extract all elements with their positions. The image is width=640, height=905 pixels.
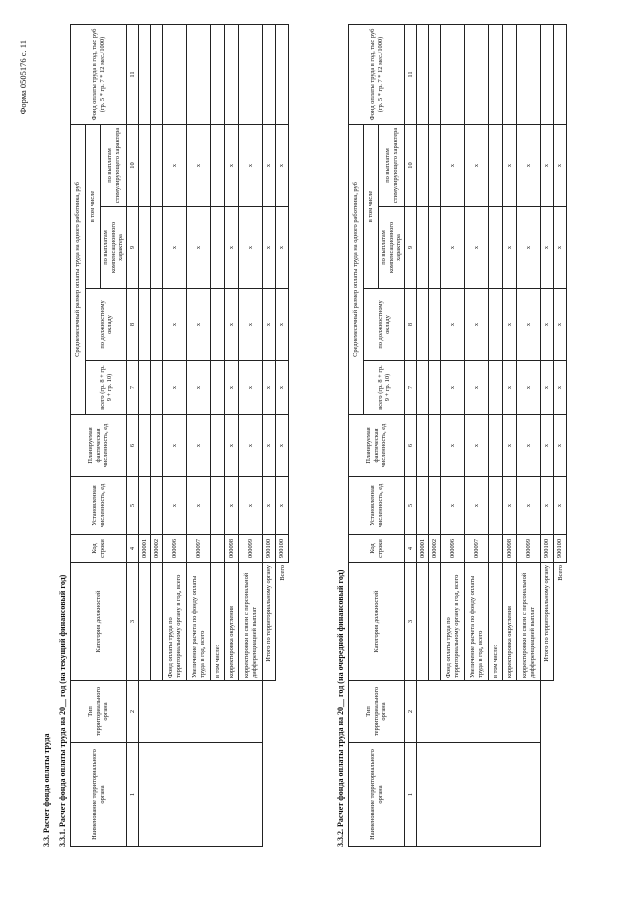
cell-mark: x (225, 477, 239, 535)
column-numbers-row (127, 24, 139, 846)
header-including: в том числе (86, 124, 101, 288)
column-number: 9 (405, 207, 417, 289)
cell-mark: x (554, 124, 567, 206)
header-territorial-body-type: Тип территориального органа (71, 681, 127, 743)
cell-mark: x (441, 415, 465, 477)
cell-mark: x (187, 289, 211, 361)
cell-mark: x (441, 361, 465, 415)
header-including: в том числе (364, 124, 379, 288)
category-cell (429, 563, 441, 681)
fund-table-next-year (348, 24, 567, 847)
row-code (211, 535, 225, 563)
row-code: 000099 (517, 535, 541, 563)
table-row (417, 24, 429, 846)
category-label: в том числе: (211, 563, 225, 681)
form-code: Форма 0505176 с. 11 (18, 40, 28, 115)
cell-mark: x (239, 415, 263, 477)
annual-fund-cell (163, 24, 187, 124)
header-incentive-payments: по выплатам стимулирующего характера (379, 124, 405, 206)
cell-mark: x (225, 361, 239, 415)
column-number: 1 (127, 743, 139, 847)
cell-mark: x (263, 477, 276, 535)
cell-mark: x (465, 124, 489, 206)
table1-title: 3.3.1. Расчет фонда оплаты труда на 20__ год (на текущий финансовый год) (58, 574, 67, 847)
column-number: 4 (127, 535, 139, 563)
category-label: Фонд оплаты труда по территориальному органу в год, всего (441, 563, 465, 681)
column-number: 2 (405, 681, 417, 743)
category-label: в том числе: (489, 563, 503, 681)
cell-mark: x (276, 361, 289, 415)
cell-mark: x (239, 361, 263, 415)
territorial-body-type-cell (417, 681, 541, 743)
header-territorial-body-name: Наименование территориального органа (349, 743, 405, 847)
cell-mark: x (517, 289, 541, 361)
header-incentive-payments: по выплатам стимулирующего характера (101, 124, 127, 206)
row-code: 000099 (239, 535, 263, 563)
row-code: 900100 (554, 535, 567, 563)
category-cell (417, 563, 429, 681)
cell-mark: x (187, 124, 211, 206)
header-avg-salary-group: Среднемесячный размер оплаты труда на одного работника, руб (71, 124, 86, 414)
header-territorial-body-type: Тип территориального органа (349, 681, 405, 743)
cell-mark: x (225, 207, 239, 289)
row-code: 000097 (465, 535, 489, 563)
column-number: 4 (405, 535, 417, 563)
table2-title: 3.3.2. Расчет фонда оплаты труда на 20__ год (на очередной финансовый год) (336, 569, 345, 847)
section-title: 3.3. Расчет фонда оплаты труда (42, 733, 51, 847)
category-label: корректировки в связи с персональной дифференциацией выплат (517, 563, 541, 681)
cell-mark: x (163, 477, 187, 535)
cell-mark: x (465, 415, 489, 477)
cell-mark: x (263, 361, 276, 415)
row-code: 000096 (163, 535, 187, 563)
column-number: 7 (127, 361, 139, 415)
column-number: 3 (127, 563, 139, 681)
cell-mark: x (263, 415, 276, 477)
column-number: 7 (405, 361, 417, 415)
cell-mark: x (187, 207, 211, 289)
row-code (489, 535, 503, 563)
header-avg-base-salary: по должностному окладу (364, 289, 405, 361)
cell-mark: x (163, 289, 187, 361)
column-number: 5 (127, 477, 139, 535)
category-cell (151, 563, 163, 681)
header-compensation-payments: по выплатам компенсационного характера (101, 207, 127, 289)
cell-mark: x (465, 289, 489, 361)
column-number: 8 (405, 289, 417, 361)
cell-mark: x (554, 415, 567, 477)
cell-mark: x (554, 207, 567, 289)
row-code: 000096 (441, 535, 465, 563)
annual-fund-cell (503, 24, 517, 124)
column-number: 9 (127, 207, 139, 289)
cell-mark: x (517, 415, 541, 477)
cell-mark: x (163, 207, 187, 289)
category-label: Увеличение расчета по фонду оплаты труда в год, всего (187, 563, 211, 681)
row-code: 000001 (139, 535, 151, 563)
cell-mark: x (465, 361, 489, 415)
row-code: 000002 (429, 535, 441, 563)
header-avg-total: всего (гр. 8 + гр. 9 + гр. 10) (364, 361, 405, 415)
row-code: 900100 (263, 535, 276, 563)
cell-mark: x (441, 124, 465, 206)
column-numbers-row (405, 24, 417, 846)
cell-mark: x (517, 124, 541, 206)
cell-mark: x (441, 477, 465, 535)
grand-total-row (554, 24, 567, 846)
cell-mark: x (276, 415, 289, 477)
cell-mark: x (503, 124, 517, 206)
cell-mark: x (517, 361, 541, 415)
territorial-body-name-cell (417, 743, 541, 847)
column-number: 11 (405, 24, 417, 124)
column-number: 10 (405, 124, 417, 206)
cell-mark: x (541, 477, 554, 535)
column-number: 6 (127, 415, 139, 477)
row-code: 000097 (187, 535, 211, 563)
cell-mark: x (163, 361, 187, 415)
cell-mark: x (554, 289, 567, 361)
header-compensation-payments: по выплатам компенсационного характера (379, 207, 405, 289)
cell-mark: x (517, 477, 541, 535)
row-code: 900100 (276, 535, 289, 563)
total-territorial-row (263, 24, 276, 846)
cell-mark: x (163, 124, 187, 206)
cell-mark: x (239, 207, 263, 289)
column-number: 11 (127, 24, 139, 124)
cell-mark: x (163, 415, 187, 477)
annual-fund-cell (517, 24, 541, 124)
total-territorial-row (541, 24, 554, 846)
cell-mark: x (503, 477, 517, 535)
annual-fund-cell (465, 24, 489, 124)
header-planned-headcount: Планируемая фактическая численность, ед (349, 415, 405, 477)
cell-mark: x (225, 124, 239, 206)
cell-mark: x (187, 477, 211, 535)
header-avg-salary-group: Среднемесячный размер оплаты труда на одного работника, руб (349, 124, 364, 414)
fund-table-current-year (70, 24, 289, 847)
cell-mark: x (503, 361, 517, 415)
row-code: 000098 (225, 535, 239, 563)
cell-mark: x (239, 124, 263, 206)
annual-fund-cell (239, 24, 263, 124)
header-established-headcount: Установленная численность, ед (71, 477, 127, 535)
cell-mark: x (276, 207, 289, 289)
territorial-body-name-cell (139, 743, 263, 847)
annual-fund-cell (225, 24, 239, 124)
column-number: 2 (127, 681, 139, 743)
cell-mark: x (554, 477, 567, 535)
cell-mark: x (187, 415, 211, 477)
header-position-category: Категория должностей (349, 563, 405, 681)
category-label: корректировки в связи с персональной дифференциацией выплат (239, 563, 263, 681)
category-label: корректировка округления (225, 563, 239, 681)
header-row-code: Код строки (349, 535, 405, 563)
column-number: 1 (405, 743, 417, 847)
table-row (139, 24, 151, 846)
column-number: 10 (127, 124, 139, 206)
cell-mark: x (441, 207, 465, 289)
header-territorial-body-name: Наименование территориального органа (71, 743, 127, 847)
cell-mark: x (187, 361, 211, 415)
total-territorial-label: Итого по территориальному органу (541, 563, 554, 681)
cell-mark: x (541, 361, 554, 415)
category-cell (139, 563, 151, 681)
cell-mark: x (503, 415, 517, 477)
cell-mark: x (465, 477, 489, 535)
annual-fund-cell (441, 24, 465, 124)
annual-fund-cell (187, 24, 211, 124)
row-code: 000098 (503, 535, 517, 563)
column-number: 8 (127, 289, 139, 361)
category-label: Увеличение расчета по фонду оплаты труда в год, всего (465, 563, 489, 681)
cell-mark: x (263, 124, 276, 206)
column-number: 5 (405, 477, 417, 535)
cell-mark: x (263, 207, 276, 289)
grand-total-label: Всего (556, 565, 564, 581)
cell-mark: x (239, 289, 263, 361)
cell-mark: x (541, 124, 554, 206)
header-planned-headcount: Планируемая фактическая численность, ед (71, 415, 127, 477)
cell-mark: x (503, 207, 517, 289)
header-established-headcount: Установленная численность, ед (349, 477, 405, 535)
cell-mark: x (541, 289, 554, 361)
header-position-category: Категория должностей (71, 563, 127, 681)
cell-mark: x (263, 289, 276, 361)
header-avg-total: всего (гр. 8 + гр. 9 + гр. 10) (86, 361, 127, 415)
header-row-code: Код строки (71, 535, 127, 563)
header-annual-fund: Фонд оплаты труда в год, тыс руб (гр. 5 * гр. 7 * 12 мес./1000) (349, 24, 405, 124)
cell-mark: x (239, 477, 263, 535)
header-avg-base-salary: по должностному окладу (86, 289, 127, 361)
cell-mark: x (503, 289, 517, 361)
total-territorial-label: Итого по территориальному органу (263, 563, 276, 681)
cell-mark: x (225, 289, 239, 361)
cell-mark: x (541, 207, 554, 289)
cell-mark: x (554, 361, 567, 415)
row-code: 000002 (151, 535, 163, 563)
cell-mark: x (541, 415, 554, 477)
cell-mark: x (517, 207, 541, 289)
row-code: 900100 (541, 535, 554, 563)
header-annual-fund: Фонд оплаты труда в год, тыс руб (гр. 5 * гр. 7 * 12 мес./1000) (71, 24, 127, 124)
cell-mark: x (441, 289, 465, 361)
grand-total-label: Всего (278, 565, 286, 581)
cell-mark: x (465, 207, 489, 289)
cell-mark: x (225, 415, 239, 477)
cell-mark: x (276, 477, 289, 535)
cell-mark: x (276, 124, 289, 206)
category-label: корректировка округления (503, 563, 517, 681)
category-label: Фонд оплаты труда по территориальному органу в год, всего (163, 563, 187, 681)
cell-mark: x (276, 289, 289, 361)
row-code: 000001 (417, 535, 429, 563)
grand-total-row (276, 24, 289, 846)
column-number: 3 (405, 563, 417, 681)
column-number: 6 (405, 415, 417, 477)
territorial-body-type-cell (139, 681, 263, 743)
